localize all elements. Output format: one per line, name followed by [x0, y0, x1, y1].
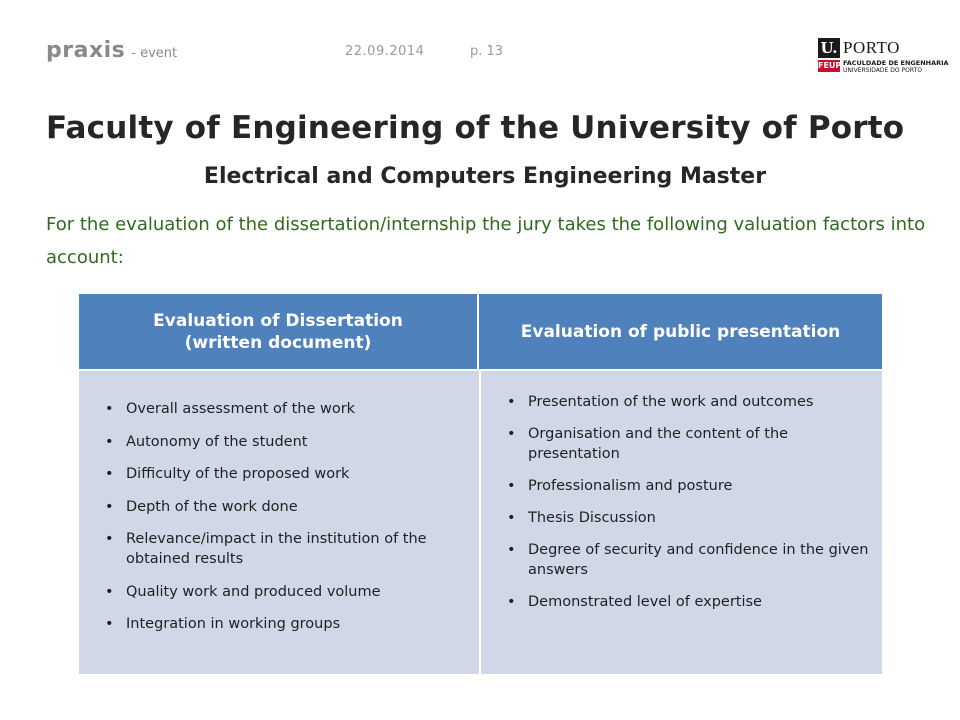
header-dissertation	[79, 294, 479, 369]
brand	[46, 38, 177, 63]
list-item: • Presentation of the work and outcomes	[507, 392, 872, 412]
page-number: p. 13	[470, 44, 504, 59]
list-item: • Integration in working groups	[105, 614, 475, 634]
table-header-row	[79, 294, 882, 369]
list-item: • Overall assessment of the work	[105, 399, 475, 419]
header-dissertation-line2: (written document)	[184, 332, 372, 353]
logo-faculty-text: FACULDADE DE ENGENHARIA	[843, 59, 949, 67]
list-item: • Degree of security and confidence in the given answers	[507, 540, 872, 580]
list-item: • Organisation and the content of the presentation	[507, 424, 872, 464]
list-item: • Professionalism and posture	[507, 476, 872, 496]
header-presentation	[479, 294, 882, 369]
brand-subtitle: - event	[131, 46, 178, 61]
logo-u-mark: U.	[818, 38, 840, 58]
list-item: • Demonstrated level of expertise	[507, 592, 872, 612]
list-item: • Thesis Discussion	[507, 508, 872, 528]
logo-feup-mark: FEUP	[818, 61, 842, 70]
column-divider	[479, 371, 481, 674]
page-title: Faculty of Engineering of the University of Porto	[46, 110, 905, 146]
dissertation-criteria-list	[105, 399, 475, 647]
header-dissertation-line1: Evaluation of Dissertation	[153, 310, 403, 331]
list-item: • Depth of the work done	[105, 497, 475, 517]
table-body	[79, 371, 882, 674]
logo-porto-text: PORTO	[843, 38, 900, 57]
page-subtitle: Electrical and Computers Engineering Master	[203, 164, 767, 189]
list-item: • Difficulty of the proposed work	[105, 464, 475, 484]
brand-name: praxis	[46, 38, 126, 63]
slide-date: 22.09.2014	[345, 44, 425, 59]
uporto-feup-logo	[818, 38, 949, 74]
intro-paragraph: For the evaluation of the dissertation/internship the jury takes the following valuation factors into account:	[46, 214, 926, 268]
header-presentation-label: Evaluation of public presentation	[520, 321, 841, 342]
evaluation-table	[79, 294, 882, 674]
presentation-criteria-list	[507, 392, 872, 624]
logo-university-text: UNIVERSIDADE DO PORTO	[843, 67, 922, 74]
list-item: • Quality work and produced volume	[105, 582, 475, 602]
list-item: • Relevance/impact in the institution of the obtained results	[105, 529, 475, 569]
list-item: • Autonomy of the student	[105, 432, 475, 452]
